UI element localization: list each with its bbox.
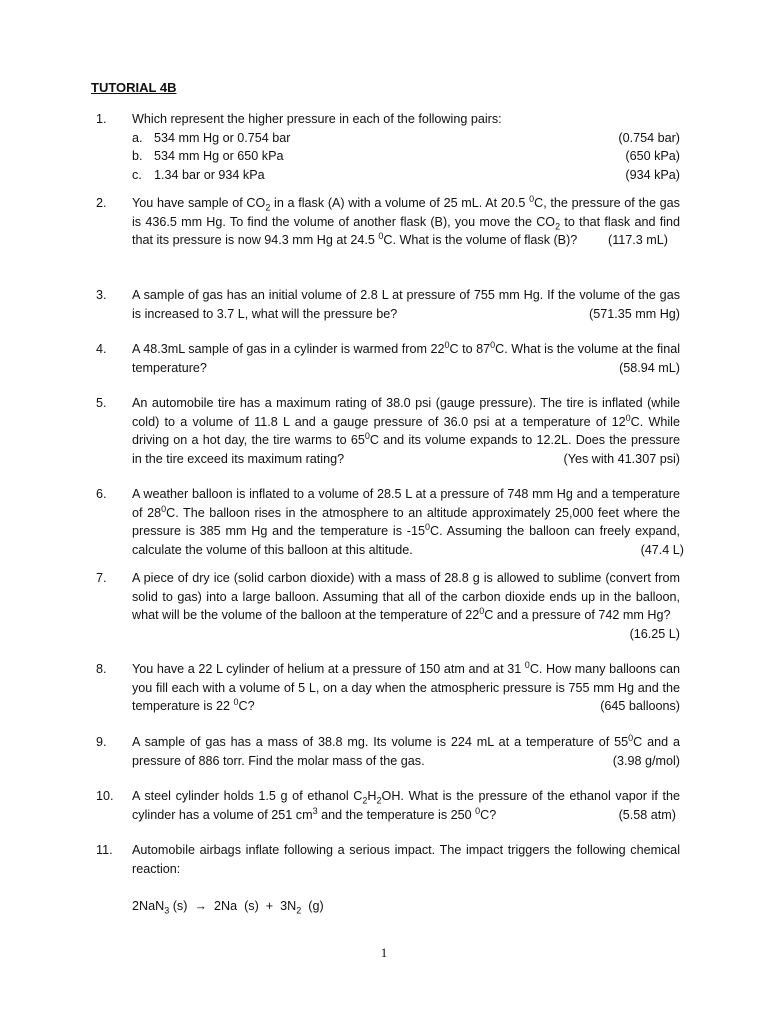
question-body <box>132 569 680 643</box>
text-run: OH. What is the pressure of the ethanol vapor if the cylinder has a volume of 251 cm <box>132 789 680 822</box>
text-run: Automobile airbags inflate following a serious impact. The impact triggers the following chemical reaction: <box>132 843 680 876</box>
question-number: 5. <box>96 396 107 410</box>
sub-item-b <box>132 147 680 166</box>
sub-item-text: 534 mm Hg or 0.754 bar <box>154 130 291 145</box>
question-number: 1. <box>96 112 107 126</box>
subscript: 2 <box>376 795 382 806</box>
text-run: C. Assuming the balloon can freely expand, calculate the volume of this balloon at this altitude. <box>132 524 680 557</box>
text-run: C? <box>238 699 255 714</box>
question-body <box>132 841 680 878</box>
question-body <box>132 787 680 824</box>
subscript: 2 <box>555 221 561 232</box>
text-run: H <box>367 789 377 803</box>
question-number: 10. <box>96 789 114 803</box>
degree-mark: 0 <box>425 522 431 532</box>
page-number: 1 <box>380 945 388 960</box>
question-number: 7. <box>96 571 107 585</box>
answer: (47.4 L) <box>640 542 684 557</box>
degree-mark: 0 <box>475 805 481 816</box>
degree-mark: 0 <box>625 412 631 423</box>
text-run: and the temperature is 250 <box>317 807 476 822</box>
text-run: C and a pressure of 886 torr. Find the molar mass of the gas. <box>132 735 680 768</box>
degree-mark: 0 <box>628 732 634 743</box>
chemical-equation <box>132 897 680 916</box>
text-run: C. How many balloons can you fill each with a volume of 5 L, on a day when the atmospheric pressure is 755 mm Hg and the temperature is 22 <box>132 662 681 714</box>
answer: (571.35 mm Hg) <box>589 306 680 321</box>
text-run: C. The balloon rises in the atmosphere to an altitude approximately 25,000 feet where the pressure is 385 mm Hg and the temperature is -15 <box>132 505 680 539</box>
sub-item-text: 534 mm Hg or 650 kPa <box>154 149 284 164</box>
sub-item-letter: a. <box>132 130 143 145</box>
question-number: 11. <box>96 843 113 857</box>
answer: (58.94 mL) <box>619 360 680 375</box>
subscript: 2 <box>362 795 368 806</box>
degree-mark: 0 <box>529 193 535 204</box>
question-body <box>132 394 680 468</box>
text-run: in a flask (A) with a volume of 25 mL. At 20.5 <box>270 196 530 210</box>
text-run: An automobile tire has a maximum rating of 38.0 psi (gauge pressure). The tire is inflated (while cold) to a volume of 11.8 L and a gauge pressure of 36.0 psi at a temperature of 12 <box>132 396 680 429</box>
question-number: 8. <box>96 662 107 676</box>
text-run: A sample of gas has a mass of 38.8 mg. Its volume is 224 mL at a temperature of 55 <box>132 735 629 749</box>
sub-item-a <box>132 129 680 148</box>
sub-item-text: 1.34 bar or 934 kPa <box>154 167 265 182</box>
degree-mark: 0 <box>378 231 384 241</box>
question-number: 3. <box>96 288 107 302</box>
text-run: C. While driving on a hot day, the tire warms to 65 <box>132 414 680 448</box>
text-run: C to 87 <box>449 342 491 356</box>
text-run: C? <box>480 807 497 822</box>
question-number: 9. <box>96 735 107 749</box>
text-run: You have a 22 L cylinder of helium at a pressure of 150 atm and at 31 <box>132 662 525 676</box>
question-stem: Which represent the higher pressure in each of the following pairs: <box>132 112 502 126</box>
sub-item-letter: c. <box>132 167 142 182</box>
text-run: to that flask and find that its pressure is now 94.3 mm Hg at 24.5 <box>132 214 681 248</box>
text-run: A piece of dry ice (solid carbon dioxide) with a mass of 28.8 g is allowed to sublime (convert from solid to gas) into a large balloon. Assuming that all of the carbon dioxide ends up in the balloon, what will be the volume of the balloon at the temperature of 22 <box>132 571 680 623</box>
text-run: C, the pressure of the gas is 436.5 mm Hg. To find the volume of another flask (B), you move the CO <box>132 196 680 229</box>
degree-mark: 0 <box>524 659 530 670</box>
text-run: C and its volume expands to 12.2L. Does the pressure in the tire exceed its maximum rating? <box>132 433 680 466</box>
text-run: (s) → 2Na (s) + 3N <box>169 899 297 913</box>
degree-mark: 0 <box>490 339 496 350</box>
superscript: 3 <box>312 805 318 816</box>
text-run: C. What is the volume of flask (B)? <box>383 233 578 248</box>
text-run: A sample of gas has an initial volume of 2.8 L at pressure of 755 mm Hg. If the volume of the gas is increased to 3.7 L, what will the pressure be? <box>132 288 680 321</box>
answer: (0.754 bar) <box>618 130 680 145</box>
sub-item-letter: b. <box>132 149 143 164</box>
question-body <box>132 733 680 770</box>
answer: (934 kPa) <box>625 167 680 182</box>
question-body <box>132 110 680 184</box>
text-run: A 48.3mL sample of gas in a cylinder is warmed from 22 <box>132 342 445 356</box>
question-body <box>132 340 680 377</box>
question-body <box>132 286 680 323</box>
text-run: A steel cylinder holds 1.5 g of ethanol C <box>132 789 363 803</box>
page-title: TUTORIAL 4B <box>91 80 177 95</box>
answer: (645 balloons) <box>600 699 680 714</box>
answer: (Yes with 41.307 psi) <box>563 451 680 466</box>
subscript: 2 <box>265 202 271 213</box>
answer: (16.25 L) <box>629 626 680 641</box>
question-body <box>132 194 680 250</box>
answer: (650 kPa) <box>625 149 680 164</box>
degree-mark: 0 <box>479 606 485 616</box>
text-run: C and a pressure of 742 mm Hg? <box>484 608 671 623</box>
answer: (5.58 atm) <box>618 807 676 822</box>
text-run: You have sample of CO <box>132 196 266 210</box>
question-body <box>132 660 680 716</box>
text-run: 2NaN <box>132 899 165 913</box>
text-run: C. What is the volume at the final temperature? <box>132 342 680 375</box>
answer: (117.3 mL) <box>608 233 668 248</box>
degree-mark: 0 <box>161 503 167 514</box>
question-number: 4. <box>96 342 107 356</box>
question-number: 6. <box>96 487 107 501</box>
text-run: (g) <box>301 899 324 913</box>
sub-item-c <box>132 166 680 185</box>
text-run: A weather balloon is inflated to a volume of 28.5 L at a pressure of 748 mm Hg and a temperature of 28 <box>132 487 680 520</box>
degree-mark: 0 <box>364 431 370 441</box>
answer: (3.98 g/mol) <box>612 753 680 768</box>
degree-mark: 0 <box>233 697 239 707</box>
subscript: 2 <box>296 905 302 916</box>
question-body <box>132 485 684 559</box>
subscript: 3 <box>164 905 170 916</box>
degree-mark: 0 <box>444 339 450 350</box>
question-number: 2. <box>96 196 107 210</box>
